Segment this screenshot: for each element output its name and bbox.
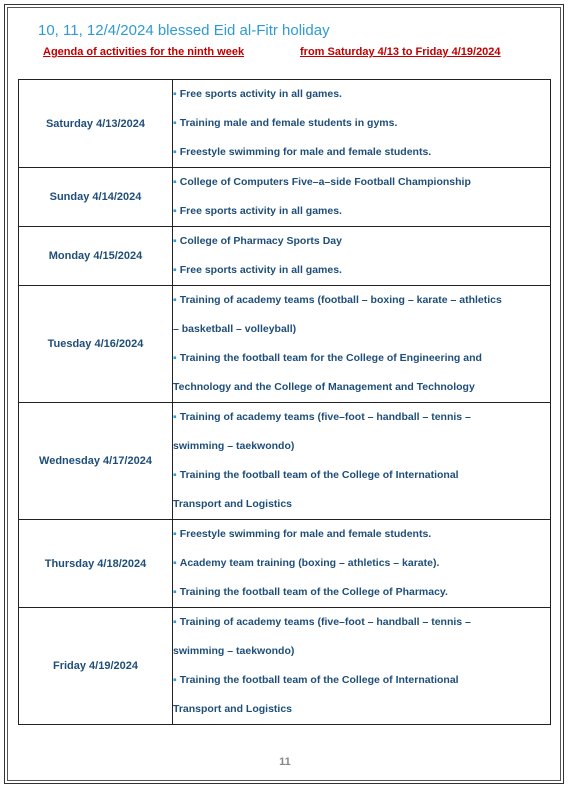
activity-line <box>173 286 550 315</box>
activities-cell <box>173 286 551 403</box>
square-bullet-icon: ▪ <box>173 176 177 188</box>
activity-line <box>173 578 550 607</box>
day-cell: Friday 4/19/2024 <box>19 608 173 725</box>
square-bullet-icon: ▪ <box>173 528 177 540</box>
activity-line <box>173 373 550 402</box>
square-bullet-icon: ▪ <box>173 616 177 628</box>
activities-cell <box>173 168 551 227</box>
schedule-row <box>19 168 551 227</box>
square-bullet-icon: ▪ <box>173 205 177 217</box>
day-cell: Tuesday 4/16/2024 <box>19 286 173 403</box>
activity-line <box>173 549 550 578</box>
square-bullet-icon: ▪ <box>173 294 177 306</box>
schedule-row <box>19 403 551 520</box>
activity-line <box>173 168 550 197</box>
activity-line <box>173 695 550 724</box>
schedule-row <box>19 520 551 608</box>
activities-cell <box>173 403 551 520</box>
square-bullet-icon: ▪ <box>173 411 177 423</box>
day-cell: Thursday 4/18/2024 <box>19 520 173 608</box>
activity-line <box>173 403 550 432</box>
agenda-heading: Agenda of activities for the ninth week <box>43 46 245 58</box>
square-bullet-icon: ▪ <box>173 117 177 129</box>
activity-text: College of Computers Five–a–side Football Championship <box>179 176 471 188</box>
activities-cell <box>173 608 551 725</box>
activity-line <box>173 461 550 490</box>
square-bullet-icon: ▪ <box>173 352 177 364</box>
day-cell: Monday 4/15/2024 <box>19 227 173 286</box>
day-cell: Sunday 4/14/2024 <box>19 168 173 227</box>
activity-line <box>173 637 550 666</box>
schedule-row <box>19 608 551 725</box>
square-bullet-icon: ▪ <box>173 235 177 247</box>
activity-line <box>173 109 550 138</box>
activity-text: Training the football team of the College of Pharmacy. <box>179 586 448 598</box>
activity-text: Free sports activity in all games. <box>179 205 342 217</box>
activity-text: Training male and female students in gyms. <box>179 117 398 129</box>
activity-text: Free sports activity in all games. <box>179 264 342 276</box>
square-bullet-icon: ▪ <box>173 557 177 569</box>
activity-text: – basketball – volleyball) <box>173 323 297 335</box>
schedule-body <box>19 80 551 725</box>
schedule-table <box>18 79 551 725</box>
activity-text: Training of academy teams (five–foot – handball – tennis – <box>179 411 471 423</box>
activity-text: Free sports activity in all games. <box>179 88 342 100</box>
activity-line <box>173 227 550 256</box>
activity-line <box>173 138 550 167</box>
activities-cell <box>173 520 551 608</box>
square-bullet-icon: ▪ <box>173 469 177 481</box>
square-bullet-icon: ▪ <box>173 146 177 158</box>
activity-line <box>173 490 550 519</box>
activity-text: swimming – taekwondo) <box>173 645 295 657</box>
square-bullet-icon: ▪ <box>173 674 177 686</box>
square-bullet-icon: ▪ <box>173 264 177 276</box>
schedule-row <box>19 286 551 403</box>
activity-text: Training the football team of the College of International <box>179 469 459 481</box>
activity-line <box>173 666 550 695</box>
activity-text: Academy team training (boxing – athletics – karate). <box>179 557 440 569</box>
activity-line <box>173 432 550 461</box>
activity-text: Freestyle swimming for male and female students. <box>179 146 432 158</box>
activity-line <box>173 520 550 549</box>
schedule-row <box>19 227 551 286</box>
page-title: 10, 11, 12/4/2024 blessed Eid al-Fitr holiday <box>38 22 330 39</box>
activity-text: Training of academy teams (football – boxing – karate – athletics <box>179 294 502 306</box>
activities-cell <box>173 227 551 286</box>
activity-line <box>173 344 550 373</box>
activity-text: Training the football team of the College of International <box>179 674 459 686</box>
activity-line <box>173 315 550 344</box>
activity-text: Transport and Logistics <box>173 703 293 715</box>
activity-line <box>173 608 550 637</box>
activity-text: College of Pharmacy Sports Day <box>179 235 342 247</box>
activities-cell <box>173 80 551 168</box>
activity-text: swimming – taekwondo) <box>173 440 295 452</box>
day-cell: Wednesday 4/17/2024 <box>19 403 173 520</box>
activity-text: Training the football team for the College of Engineering and <box>179 352 482 364</box>
date-range-heading: from Saturday 4/13 to Friday 4/19/2024 <box>300 46 501 58</box>
page-number: 11 <box>279 756 291 768</box>
activity-line <box>173 197 550 226</box>
activity-text: Freestyle swimming for male and female students. <box>179 528 432 540</box>
activity-text: Training of academy teams (five–foot – handball – tennis – <box>179 616 471 628</box>
day-cell: Saturday 4/13/2024 <box>19 80 173 168</box>
square-bullet-icon: ▪ <box>173 586 177 598</box>
activity-line <box>173 80 550 109</box>
square-bullet-icon: ▪ <box>173 88 177 100</box>
activity-text: Transport and Logistics <box>173 498 293 510</box>
activity-line <box>173 256 550 285</box>
activity-text: Technology and the College of Management and Technology <box>173 381 475 393</box>
schedule-row <box>19 80 551 168</box>
